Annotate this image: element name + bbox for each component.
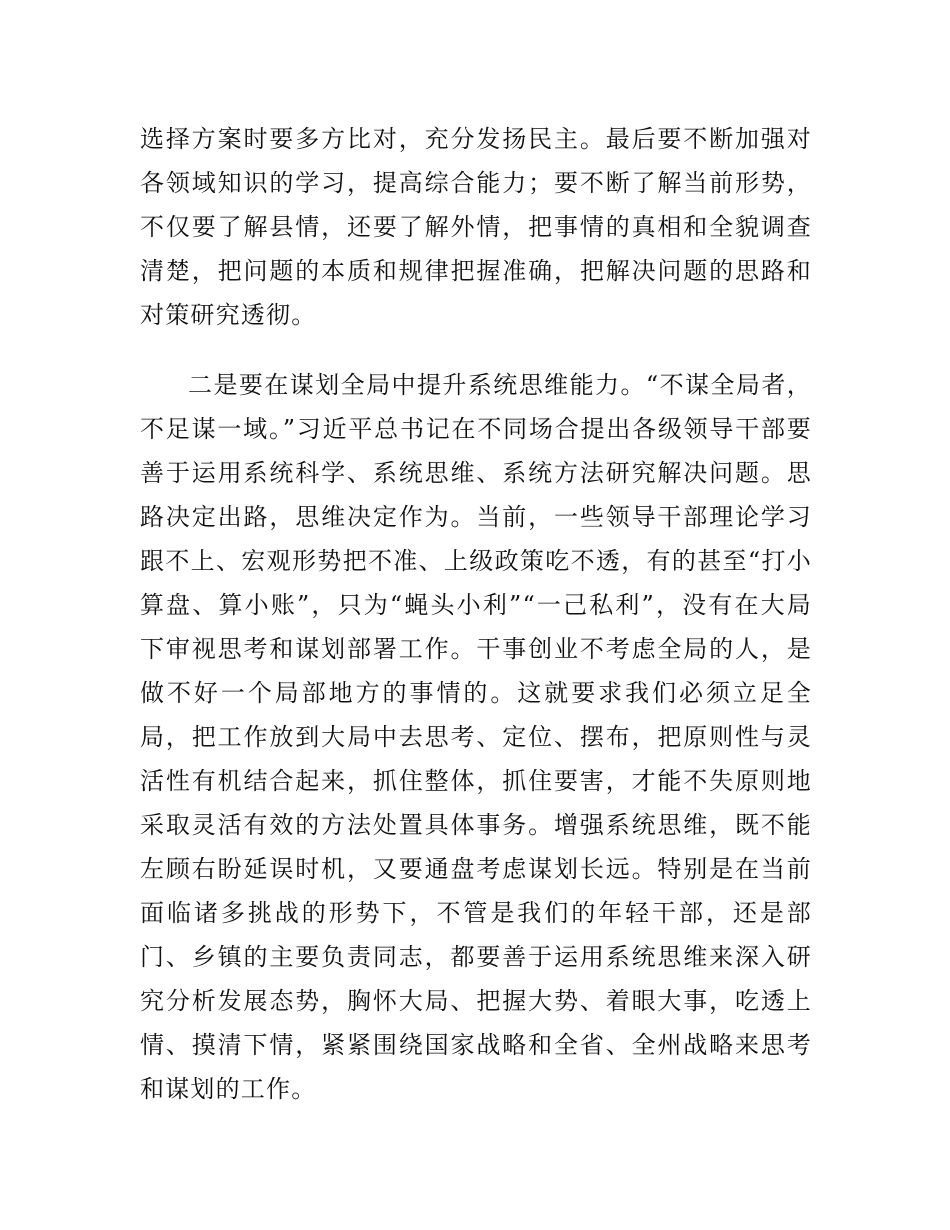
paragraph-continued: 选择方案时要多方比对，充分发扬民主。最后要不断加强对各领域知识的学习，提高综合能力；要不断了解当前形势，不仅要了解县情，还要了解外情，把事情的真相和全貌调查清楚，把问题的本质和规律把握准确，把解决问题的思路和对策研究透彻。: [140, 125, 812, 329]
document-body: [140, 117, 812, 1111]
paragraph-systems-thinking: 二是要在谋划全局中提升系统思维能力。“不谋全局者，不足谋一域。”习近平总书记在不同场合提出各级领导干部要善于运用系统科学、系统思维、系统方法研究解决问题。思路决定出路，思维决定作为。当前，一些领导干部理论学习跟不上、宏观形势把不准、上级政策吃不透，有的甚至“打小算盘、算小账”，只为“蝇头小利”“一己私利”，没有在大局下审视思考和谋划部署工作。干事创业不考虑全局的人，是做不好一个局部地方的事情的。这就要求我们必须立足全局，把工作放到大局中去思考、定位、摆布，把原则性与灵活性有机结合起来，抓住整体，抓住要害，才能不失原则地采取灵活有效的方法处置具体事务。增强系统思维，既不能左顾右盼延误时机，又要通盘考虑谋划长远。特别是在当前面临诸多挑战的形势下，不管是我们的年轻干部，还是部门、乡镇的主要负责同志，都要善于运用系统思维来深入研究分析发展态势，胸怀大局、把握大势、着眼大事，吃透上情、摸清下情，紧紧围绕国家战略和全省、全州战略来思考和谋划的工作。: [140, 371, 812, 1103]
